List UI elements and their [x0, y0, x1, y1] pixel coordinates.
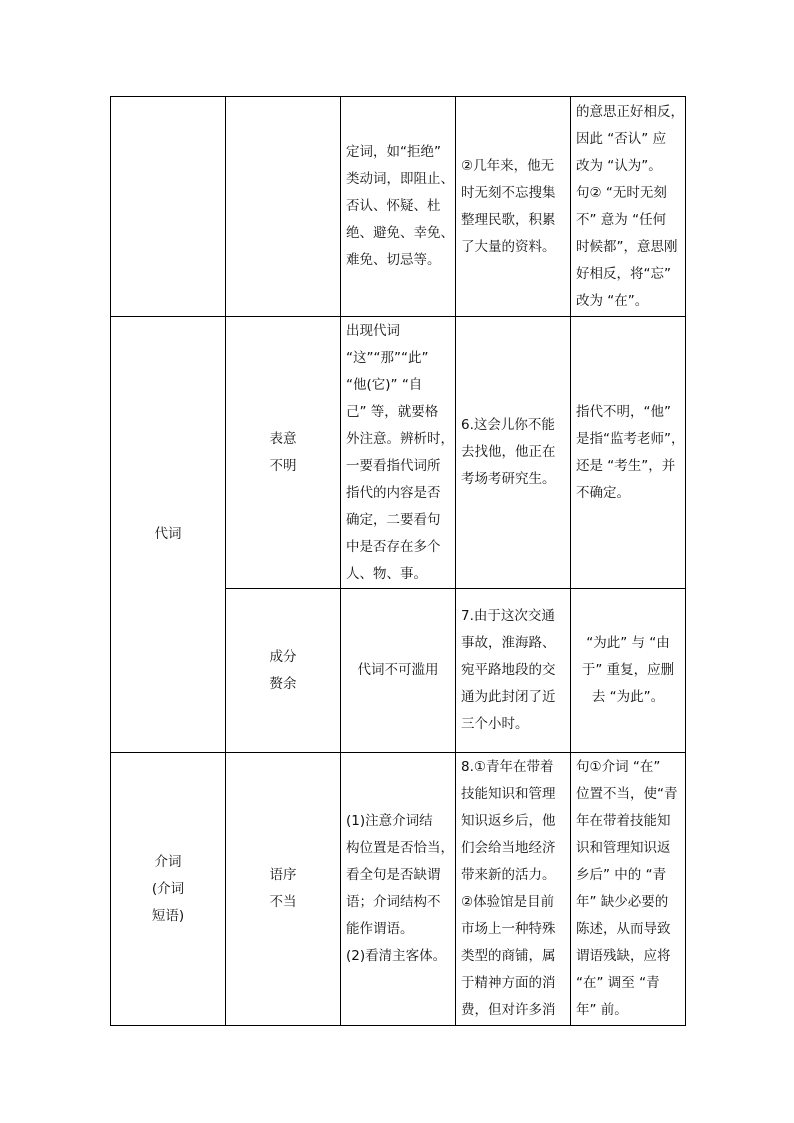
correction-cell [571, 97, 686, 317]
text-line: 识和管理知识返 [576, 840, 671, 856]
text-line: 位置不当，使“青 [576, 786, 678, 802]
text-line: 指代的内容是否 [346, 484, 441, 501]
text-line: 绝、避免、幸免、 [346, 225, 454, 241]
text-line: 表意 [269, 430, 297, 447]
text-line: 己” 等，就要格 [346, 403, 439, 420]
explanation-cell [341, 589, 456, 753]
text-line: 不” 意为 “任何 [576, 211, 667, 228]
explanation-text [346, 318, 454, 588]
text-line: ②体验馆是目前 [461, 894, 555, 910]
text-line: 不明 [269, 457, 297, 474]
text-line: 因此 “否认” 应 [576, 130, 667, 147]
text-line: 代词不可滥用 [357, 662, 439, 678]
text-line: 语；介词结构不 [346, 894, 441, 910]
text-line: 事故，淮海路、 [461, 635, 556, 651]
example-cell [456, 589, 571, 753]
correction-cell [571, 753, 686, 1026]
text-line: 赘余 [269, 675, 297, 692]
correction-text [576, 630, 680, 711]
text-line: 好相反，将“忘” [576, 265, 671, 282]
text-line: 类动词，即阻止、 [346, 171, 454, 187]
table-row [111, 317, 686, 589]
text-line: 通为此封闭了近 [461, 689, 556, 705]
text-line: 否认、怀疑、杜 [346, 198, 441, 214]
text-line: 带来新的活力。 [461, 867, 556, 883]
text-line: 三个小时。 [461, 716, 529, 732]
table-row [111, 753, 686, 1026]
example-cell [456, 753, 571, 1026]
text-line: 们会给当地经济 [461, 840, 556, 856]
explanation-text [346, 808, 454, 970]
type-label [231, 426, 335, 480]
text-line: 了大量的资料。 [461, 238, 556, 255]
text-line: 改为 “认为”。 [576, 157, 662, 174]
text-line: 指代不明，“他” [576, 403, 671, 420]
table-row [111, 97, 686, 317]
type-cell [226, 589, 341, 753]
correction-text [576, 99, 684, 315]
text-line: 一要看指代词所 [346, 457, 441, 474]
text-line: 构位置是否恰当， [346, 840, 454, 856]
text-line: 整理民歌，积累 [461, 211, 556, 228]
type-cell [226, 97, 341, 317]
type-label [231, 644, 335, 698]
type-label [231, 862, 335, 916]
example-text [461, 754, 565, 1024]
text-line: 去 “为此”。 [591, 689, 665, 705]
text-line: 年在带着技能知 [576, 813, 671, 829]
text-line: 时无刻不忘搜集 [461, 184, 556, 201]
text-line: “他(它)” “自 [346, 376, 423, 393]
text-line: 去找他，他正在 [461, 444, 556, 460]
category-cell [111, 753, 226, 1026]
example-cell [456, 317, 571, 589]
text-line: 的意思正好相反， [576, 103, 684, 120]
example-text [461, 412, 565, 493]
text-line: 确定，二要看句 [346, 511, 441, 528]
category-cell [111, 97, 226, 317]
text-line: 能作谓语。 [346, 921, 414, 937]
text-line: 外注意。辨析时， [346, 430, 454, 447]
text-line: 语序 [269, 867, 297, 883]
text-line: 时候都”，意思刚 [576, 238, 678, 255]
text-line: ②几年来，他无 [461, 157, 555, 174]
text-line: 是指“监考老师”， [576, 430, 685, 447]
text-line: 中是否存在多个 [346, 538, 441, 555]
text-line: 知识返乡后，他 [461, 813, 556, 829]
text-line: 于” 重复，应删 [581, 662, 675, 678]
text-line: 年” 缺少必要的 [576, 894, 669, 910]
text-line: 改为 “在”。 [576, 292, 649, 309]
text-line: 考场考研究生。 [461, 471, 556, 487]
text-line: 宛平路地段的交 [461, 662, 556, 678]
text-line: 费，但对许多消 [461, 1002, 556, 1018]
text-line: 不确定。 [576, 484, 630, 501]
text-line: “为此” 与 “由 [586, 635, 670, 651]
text-line: 于精神方面的消 [461, 975, 556, 991]
text-line: 技能知识和管理 [461, 786, 556, 802]
text-line: 难免、切忌等。 [346, 252, 441, 268]
text-line: 类型的商铺，属 [461, 948, 556, 964]
correction-text [576, 399, 685, 507]
type-cell [226, 753, 341, 1026]
explanation-text [346, 657, 450, 684]
text-line: 句② “无时无刻 [576, 184, 667, 201]
explanation-text [346, 139, 454, 274]
text-line: 介词 [154, 853, 182, 870]
text-line: (2)看清主客体。 [346, 948, 447, 964]
explanation-cell [341, 97, 456, 317]
text-line: 短语) [151, 907, 185, 924]
text-line: 8.①青年在带着 [461, 759, 554, 775]
example-cell [456, 97, 571, 317]
text-line: “在” 调至 “青 [576, 975, 660, 991]
correction-text [576, 754, 680, 1024]
correction-cell [571, 589, 686, 753]
type-cell [226, 317, 341, 589]
text-line: 还是 “考生”，并 [576, 457, 676, 474]
text-line: 成分 [269, 648, 297, 665]
category-label [116, 849, 220, 930]
text-line: (1)注意介词结 [346, 813, 433, 829]
text-line: 定词，如“拒绝” [346, 144, 441, 160]
text-line: 出现代词 [346, 322, 400, 339]
example-text [461, 603, 565, 738]
text-line: 陈述，从而导致 [576, 921, 671, 937]
text-line: 年” 前。 [576, 1002, 628, 1018]
text-line: “这”“那”“此” [346, 349, 429, 366]
text-line: 不当 [269, 894, 297, 910]
explanation-cell [341, 317, 456, 589]
text-line: (介词 [151, 880, 185, 897]
grammar-error-table [110, 96, 686, 1026]
category-cell [111, 317, 226, 753]
text-line: 谓语残缺，应将 [576, 948, 671, 964]
text-line: 看全句是否缺谓 [346, 867, 441, 883]
text-line: 乡后” 中的 “青 [576, 867, 667, 883]
text-line: 人、物、事。 [346, 565, 427, 582]
correction-cell [571, 317, 686, 589]
text-line: 市场上一种特殊 [461, 921, 556, 937]
text-line: 句①介词 “在” [576, 759, 661, 775]
text-line: 7.由于这次交通 [461, 608, 555, 624]
example-text [461, 153, 565, 261]
category-label: 代词 [154, 526, 182, 542]
text-line: 6.这会儿你不能 [461, 417, 555, 433]
explanation-cell [341, 753, 456, 1026]
